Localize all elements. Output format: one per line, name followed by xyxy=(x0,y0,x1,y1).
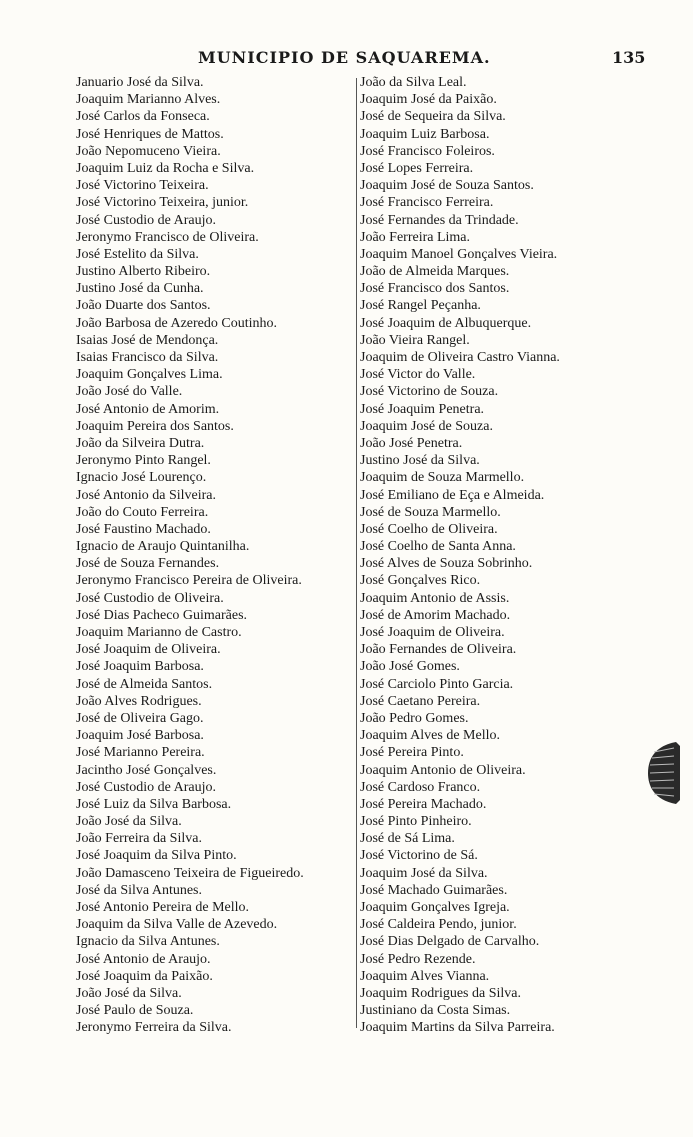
name-entry: Januario José da Silva. xyxy=(76,75,204,90)
name-entry: José Dias Delgado de Carvalho. xyxy=(360,934,540,950)
name-entry: Joaquim Rodrigues da Silva. xyxy=(360,985,521,1001)
name-entry: João Alves Rodrigues. xyxy=(76,693,202,709)
name-entry: Ignacio José Lourenço. xyxy=(76,470,207,486)
name-entry: João Barbosa de Azeredo Coutinho. xyxy=(76,315,278,331)
page-number: 135 xyxy=(612,48,646,67)
name-entry: José Francisco Foleiros. xyxy=(360,143,495,159)
name-entry: Joaquim de Souza Marmello. xyxy=(360,470,525,486)
right-name-column xyxy=(360,74,610,1037)
name-entry: José Custodio de Oliveira. xyxy=(76,590,224,606)
name-entry: Joaquim Antonio de Assis. xyxy=(360,590,510,606)
name-entry: José Pedro Rezende. xyxy=(360,951,476,967)
name-entry: João Vieira Rangel. xyxy=(360,332,470,348)
name-entry: Jeronymo Francisco Pereira de Oliveira. xyxy=(76,573,302,589)
name-entry: João Duarte dos Santos. xyxy=(76,298,211,314)
name-entry: Joaquim da Silva Valle de Azevedo. xyxy=(76,917,278,933)
name-entry: Justino José da Cunha. xyxy=(76,281,204,297)
name-entry: João de Almeida Marques. xyxy=(360,264,510,280)
name-entry: José Francisco Ferreira. xyxy=(360,195,494,211)
name-entry: Joaquim Pereira dos Santos. xyxy=(76,418,234,434)
name-entry: Isaias Francisco da Silva. xyxy=(76,350,219,365)
name-entry: José Carlos da Fonseca. xyxy=(76,109,210,125)
name-entry: Joaquim José da Silva. xyxy=(360,865,488,881)
name-entry: José de Oliveira Gago. xyxy=(76,710,204,726)
name-entry: Joaquim Manoel Gonçalves Vieira. xyxy=(360,246,558,262)
name-entry: José Gonçalves Rico. xyxy=(360,573,481,589)
name-entry: José de Almeida Santos. xyxy=(76,676,213,692)
name-entry: José Victorino de Souza. xyxy=(360,384,499,400)
column-divider xyxy=(356,78,357,1028)
name-entry: Jeronymo Ferreira da Silva. xyxy=(76,1020,232,1036)
name-entry: José Joaquim de Albuquerque. xyxy=(360,315,532,331)
name-entry: João Ferreira da Silva. xyxy=(76,831,202,847)
name-entry: Jacintho José Gonçalves. xyxy=(76,762,217,778)
library-stamp-icon xyxy=(646,738,682,808)
name-entry: Joaquim Alves Vianna. xyxy=(360,968,490,984)
name-entry: José Victorino Teixeira, junior. xyxy=(76,195,249,211)
page-header xyxy=(0,48,693,72)
name-entry: José Joaquim da Paixão. xyxy=(76,968,213,984)
name-entry: José Carciolo Pinto Garcia. xyxy=(360,676,514,692)
name-entry: Joaquim Luiz da Rocha e Silva. xyxy=(76,160,255,176)
name-entry: José de Sequeira da Silva. xyxy=(360,109,506,125)
name-entry: Joaquim Marianno Alves. xyxy=(76,92,221,108)
name-entry: José Emiliano de Eça e Almeida. xyxy=(360,487,545,503)
name-entry: Joaquim José da Paixão. xyxy=(360,92,497,108)
name-entry: José de Souza Fernandes. xyxy=(76,556,220,572)
name-entry: Justino Alberto Ribeiro. xyxy=(76,264,211,280)
name-entry: Joaquim José Barbosa. xyxy=(76,728,204,744)
name-entry: Jeronymo Francisco de Oliveira. xyxy=(76,229,259,245)
name-entry: José Luiz da Silva Barbosa. xyxy=(76,796,232,812)
name-entry: José Faustino Machado. xyxy=(76,521,211,537)
name-entry: João José Penetra. xyxy=(360,435,463,451)
name-entry: José Rangel Peçanha. xyxy=(360,298,481,314)
name-entry: João José do Valle. xyxy=(76,384,183,400)
name-entry: José de Amorim Machado. xyxy=(360,607,511,623)
name-entry: José Antonio de Araujo. xyxy=(76,951,211,967)
name-entry: José Marianno Pereira. xyxy=(76,745,205,761)
name-entry: José Custodio de Araujo. xyxy=(76,779,216,795)
name-entry: José Alves de Souza Sobrinho. xyxy=(360,556,533,572)
name-entry: José Joaquim Penetra. xyxy=(360,401,485,417)
name-entry: José Dias Pacheco Guimarães. xyxy=(76,607,248,623)
name-entry: José Joaquim de Oliveira. xyxy=(76,642,221,658)
name-entry: Joaquim Luiz Barbosa. xyxy=(360,126,490,142)
name-entry: José de Souza Marmello. xyxy=(360,504,501,520)
name-entry: João do Couto Ferreira. xyxy=(76,504,209,520)
name-entry: João da Silva Leal. xyxy=(360,75,467,90)
name-entry: Ignacio de Araujo Quintanilha. xyxy=(76,539,250,555)
name-entry: José Francisco dos Santos. xyxy=(360,281,510,297)
name-entry: José Antonio da Silveira. xyxy=(76,487,216,503)
name-entry: José Joaquim da Silva Pinto. xyxy=(76,848,237,864)
name-entry: Isaias José de Mendonça. xyxy=(76,332,219,348)
name-entry: Joaquim Gonçalves Lima. xyxy=(76,367,223,383)
name-entry: José Caldeira Pendo, junior. xyxy=(360,917,517,933)
name-entry: José Joaquim Barbosa. xyxy=(76,659,204,675)
name-entry: José Henriques de Mattos. xyxy=(76,126,224,142)
name-entry: José Custodio de Araujo. xyxy=(76,212,216,228)
name-entry: João José da Silva. xyxy=(76,814,182,830)
name-entry: João José da Silva. xyxy=(76,985,182,1001)
name-entry: José Pereira Pinto. xyxy=(360,745,464,761)
name-entry: Joaquim Alves de Mello. xyxy=(360,728,500,744)
name-entry: José Victorino de Sá. xyxy=(360,848,478,864)
name-entry: João da Silveira Dutra. xyxy=(76,435,205,451)
name-entry: José Pinto Pinheiro. xyxy=(360,814,472,830)
name-entry: Justino José da Silva. xyxy=(360,453,480,469)
name-entry: José Joaquim de Oliveira. xyxy=(360,625,505,640)
name-entry: José Fernandes da Trindade. xyxy=(360,212,519,228)
name-entry: José de Sá Lima. xyxy=(360,831,455,847)
name-entry: José da Silva Antunes. xyxy=(76,882,202,898)
name-entry: José Victor do Valle. xyxy=(360,367,476,383)
name-entry: Joaquim Antonio de Oliveira. xyxy=(360,762,526,778)
name-entry: Jeronymo Pinto Rangel. xyxy=(76,453,211,469)
name-entry: José Paulo de Souza. xyxy=(76,1003,194,1019)
name-entry: José Estelito da Silva. xyxy=(76,246,199,262)
name-entry: José Caetano Pereira. xyxy=(360,693,481,709)
name-entry: João Pedro Gomes. xyxy=(360,710,469,726)
name-entry: Joaquim Gonçalves Igreja. xyxy=(360,900,510,915)
left-name-column xyxy=(76,74,354,1037)
name-entry: José Machado Guimarães. xyxy=(360,882,508,898)
page-title: MUNICIPIO DE SAQUAREMA. xyxy=(198,48,491,67)
name-entry: José Lopes Ferreira. xyxy=(360,160,474,176)
name-entry: Joaquim de Oliveira Castro Vianna. xyxy=(360,350,560,365)
name-entry: Joaquim José de Souza Santos. xyxy=(360,178,534,194)
name-entry: Joaquim Marianno de Castro. xyxy=(76,625,242,640)
name-entry: José Pereira Machado. xyxy=(360,796,487,812)
name-entry: João Fernandes de Oliveira. xyxy=(360,642,517,658)
name-entry: João Nepomuceno Vieira. xyxy=(76,143,221,159)
name-entry: José Coelho de Oliveira. xyxy=(360,521,498,537)
name-entry: João José Gomes. xyxy=(360,659,460,675)
name-entry: Justiniano da Costa Simas. xyxy=(360,1003,511,1019)
name-entry: Joaquim Martins da Silva Parreira. xyxy=(360,1020,555,1036)
name-entry: José Cardoso Franco. xyxy=(360,779,481,795)
name-entry: José Victorino Teixeira. xyxy=(76,178,209,194)
name-entry: João Ferreira Lima. xyxy=(360,229,471,245)
name-entry: José Antonio Pereira de Mello. xyxy=(76,900,250,915)
name-entry: Ignacio da Silva Antunes. xyxy=(76,934,220,950)
name-entry: José Coelho de Santa Anna. xyxy=(360,539,516,555)
name-entry: José Antonio de Amorim. xyxy=(76,401,220,417)
name-entry: João Damasceno Teixeira de Figueiredo. xyxy=(76,865,304,881)
name-entry: Joaquim José de Souza. xyxy=(360,418,493,434)
